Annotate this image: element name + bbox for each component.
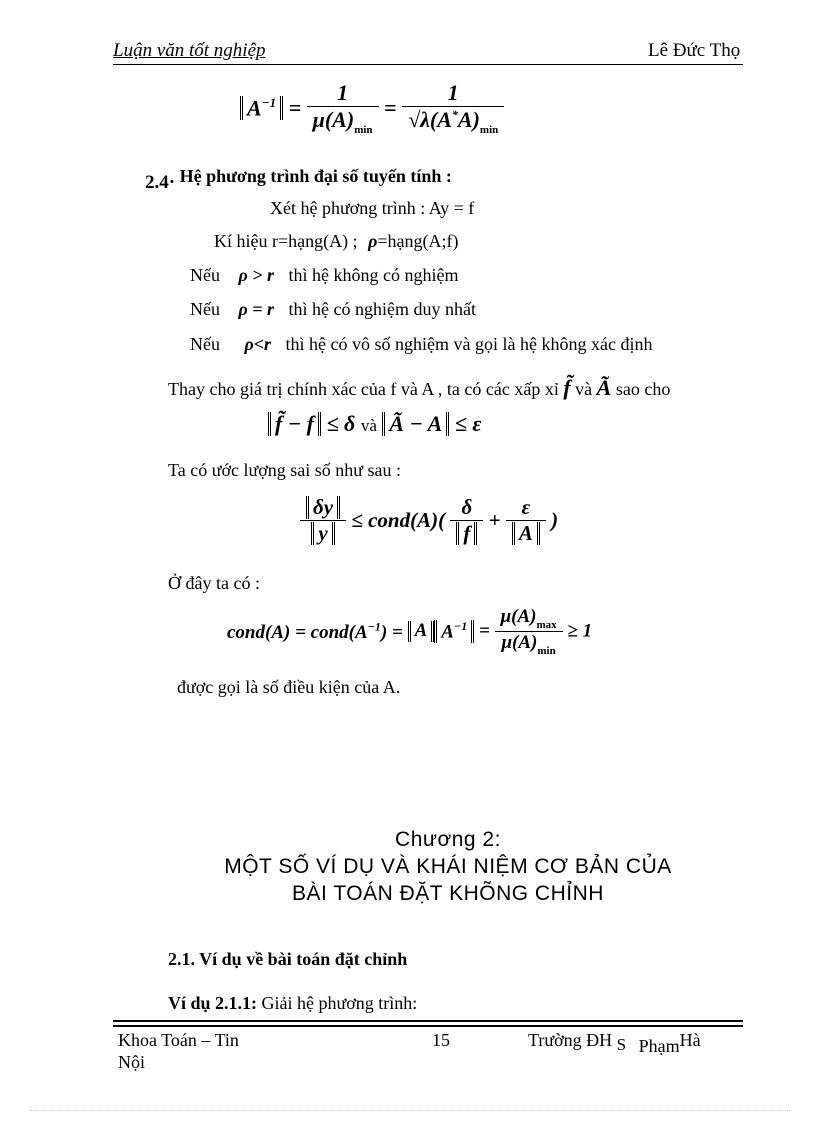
- example-label: Ví dụ 2.1.1:: [168, 993, 258, 1013]
- section-2-4-heading: [145, 166, 452, 194]
- here-line: Ở đây ta có :: [168, 573, 260, 593]
- approx-line: Thay cho giá trị chính xác của f và A , ta có các xấp xỉ f̃ và Ã sao cho: [168, 375, 671, 400]
- intro-line: Xét hệ phương trình : Ay = f: [270, 198, 475, 218]
- footer-left: Khoa Toán – Tin: [118, 1030, 239, 1050]
- section-title: Hệ phương trình đại số tuyến tính :: [179, 166, 452, 186]
- page-bottom-dotted-line: [30, 1110, 790, 1111]
- header-right: Lê Đức Thọ: [648, 40, 741, 61]
- formula-inverse-norm: $A^{-1}$ = $\frac{1}{\mu(A)_{min}}$ = $\frac{1}{√\lambda(A^*A)_{min}}$: [240, 80, 504, 136]
- header-rule: [113, 64, 743, 65]
- case-row: Nếu ρ<r thì hệ có vô số nghiệm và gọi là hệ không xác định: [190, 334, 653, 354]
- example-text: Giải hệ phương trình:: [261, 993, 418, 1013]
- chapter-title-line2: BÀI TOÁN ĐẶT KHÕNG CHỈNH: [292, 882, 604, 905]
- chapter-label: Chương 2:: [395, 828, 501, 851]
- notation-line: Kí hiệu r=hạng(A) ; ρ=hạng(A;f): [214, 231, 459, 251]
- case-row: Nếu ρ > r thì hệ không có nghiệm: [190, 265, 459, 285]
- footer-left-line2: Nội: [118, 1052, 145, 1072]
- header-left: Luận văn tốt nghiệp: [113, 40, 266, 61]
- example-line: [168, 993, 417, 1014]
- estimate-line: Ta có ước lượng sai số như sau :: [168, 460, 402, 480]
- case-row: Nếu ρ = r thì hệ có nghiệm duy nhất: [190, 299, 477, 319]
- section-number: 2.4·: [145, 172, 176, 193]
- chapter-title-line1: MỘT SỐ VÍ DỤ VÀ KHÁI NIỆM CƠ BẢN CỦA: [224, 855, 672, 878]
- formula-perturbation: f̃ − f ≤ δ và Ã − A ≤ ε: [268, 411, 481, 437]
- footer-rule: [113, 1025, 743, 1027]
- section-2-1-heading: 2.1. Ví dụ về bài toán đặt chỉnh: [168, 949, 408, 969]
- footer-right: Trường ĐH S PhạmHà: [528, 1030, 701, 1056]
- footer-rule: [113, 1020, 743, 1022]
- formula-error-estimate: $\frac{\delta y}{y}$ ≤ cond(A)( $\frac{\delta}{f}$ + $\frac{\varepsilon}{A}$ ): [300, 495, 558, 546]
- formula-condition-number: cond(A) = $cond(A^{-1}) = A$ $A^{-1}$ = $\frac{\mu(A)_{max}}{\mu(A)_{min}}$ ≥ 1: [227, 606, 593, 657]
- footer-page-number: 15: [432, 1030, 450, 1050]
- called-line: được gọi là số điều kiện của A.: [177, 677, 401, 697]
